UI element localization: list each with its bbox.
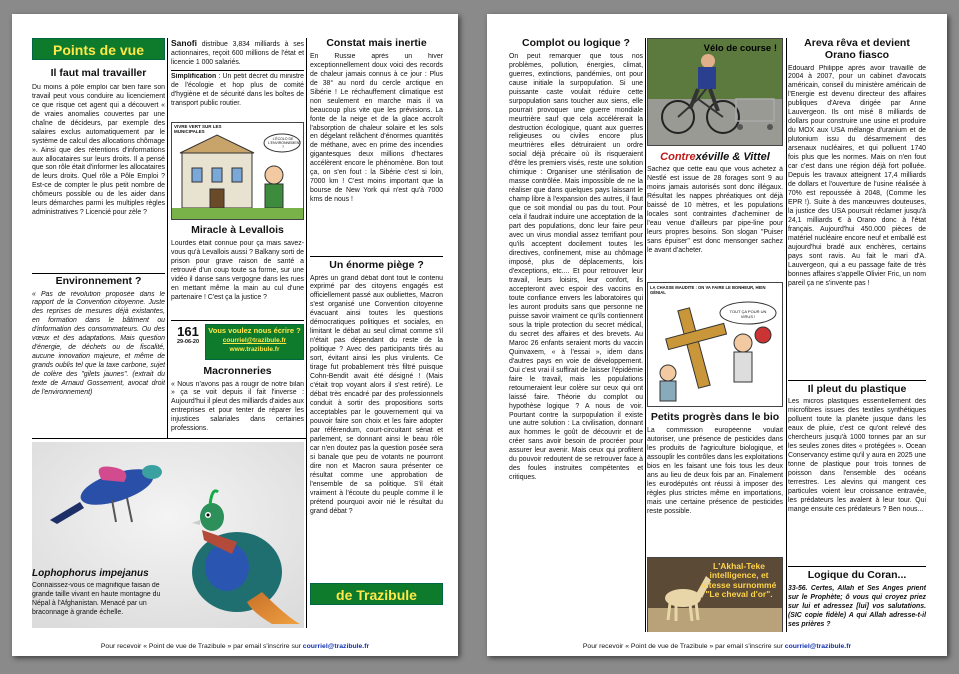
- footer-email-link[interactable]: courriel@trazibule.fr: [302, 643, 370, 650]
- article-title: Logique du Coran...: [807, 569, 907, 582]
- newsletter-page-2: [487, 14, 947, 656]
- article-text: Edouard Philippe après avoir travaillé de 2004 à 2007, pour un cabinet d'avocats américain, conseil du ministère américain de l'Energie est devenu directeur des affaires publiques d'Areva dirigée par Anne Lauvergeon. Ils ont misé 8 milliards de dollars pour construire une usine et produire du MOX aux USA mélange d'uranium et de plutonium issu du désarmement des arsenaux nucléaires, et qui polluent 1740 fois plus que les normes. Mais on n'en fout car c'est dans une région déjà fort polluée. Depuis les travaux atteignent 17,4 milliards de dollars et l'ouverture de l'usine réalisée à 70% est repoussée à 2048, (Comme les EPR !). Suite à des manœuvres douteuses, la justice des USA poursuit réclamer jusqu'à 24,1 milliards € à Orano donc à l'état français. Aujourd'hui 450.000 pièces de matériel nucléaire encore neuf et emballé est aujourd'hui bradé aux enchères, certains pays sont ravis. Au fait le mari d'A. Lauvergeon, qui a eu passage faite de très bonnes affaires s'appelle Olivier Fric, un nom pareil ça ne s'invente pas !: [788, 64, 926, 287]
- cartoon-bubble: L'ÉCOLO DE L'ENVIRONNEMENT ?: [268, 137, 302, 149]
- article-text: distribue 3,834 milliards à ses actionnaires, reçoit 600 millions de l'état et licencie 1 000 salariés.: [171, 41, 304, 66]
- cartoon-drawing: [648, 283, 782, 406]
- article-text: En Russie après un hiver exceptionnellement doux voici des records de chaleur jamais connus à ce jour : Plus de 38° au nord du cercle arctique en Sibérie ! Le réchauffement climatique est non seulement en marche mais il va beaucoup plus vite que les prévisions. La fonte de la neige et de la glace accroît l'absorption de chaleur solaire et les sols en dégelant relâchent d'énormes quantités de méthane, avec en prime des incendies gigantesques deux millions d'hectares accélèrent encore le phénomène. Bon tout ça, on s'en fout : la Sibérie c'est si loin, 7000 km ! C'est moins important que la bourse de New York qui n'est qu'à 7000 kms de nous !: [310, 52, 443, 204]
- article-title: Simplification: [171, 73, 217, 80]
- article-text: Les micros plastiques essentiellement des microfibres issues des textiles synthétiques polluent toute la planète jusque dans les eaux de pluie, c'est ce qu'ont relevé des chercheurs jusqu'à 1000 tonnes par an sur les seules zones dites « protégées ». Ocean Conservancy estime qu'il y aura en 2025 une tonne de plastique pour trois tonnes de poisson dans l'ensemble des océans terrestres. Les alevins qui mangent ces particules voient leur croissance entravée, les prédateurs les avalent à leur tour. Qui mange ensuite ces prédateurs ? Ben nous...: [788, 398, 926, 513]
- article-title: [647, 151, 783, 163]
- cartoon-municipales: [171, 122, 304, 220]
- column-right: [788, 38, 926, 632]
- horse-caption: L'Akhal-Teke intelligence, et vitesse surnommé "Le cheval d'or".: [701, 561, 777, 600]
- banner-top: Points de vue: [32, 38, 165, 60]
- horse-photo: [647, 557, 783, 632]
- bike-caption: Vélo de course !: [703, 43, 777, 54]
- article-sanofi: [171, 38, 304, 68]
- website-link[interactable]: www.trazibule.fr: [229, 345, 280, 353]
- article-title: Miracle à Levallois: [191, 224, 284, 236]
- article-text: Du moins à pôle emploi car bien faire son travail peut vous conduire au licenciement ce que risque cet agent qui a découvert « de vraies anomalies couvertes par une chaîne de décideurs, par exemple des salaires exclus automatiquement par le système de calcul des allocations chômage ». Ainsi que des rétentions d'informations aux allocataires sur leurs droits. Il a pensé que son rôle était d'informer les allocataires de leurs droits. Quel rôle a Pôle Emploi ? Est-ce de compter le plus petit nombre de chômeurs possible ou de les aider dans leurs démarches parmi les multiples règles administratives ? Licencié pour zèle ?: [32, 83, 165, 217]
- article-text: Sachez que cette eau que vous achetez à Nestlé est issue de 28 forages sont 9 au moins jamais autorisés sont donc illégaux. Résultat les nappes phréatiques ont déjà baissé de 10 mètres, et les populations locales sont contraintes d'acheminer de l'eau venue d'ailleurs par pipe-line pour leurs propres besoins. Son slogan "Puiser sans épuiser" est donc mensonger sachez le avant d'acheter.: [647, 166, 783, 255]
- bird-caption: [32, 568, 172, 618]
- contact-email-link[interactable]: courriel@trazibule.fr: [222, 336, 287, 344]
- bird-title: Lophophorus impejanus: [32, 568, 149, 579]
- footer-text: Pour recevoir « Point de vue de Trazibule » par email s'inscrire sur: [582, 643, 785, 650]
- cartoon-bubble: TOUT ÇA POUR UN VIRUS !: [729, 309, 767, 320]
- page-footer: [487, 643, 947, 650]
- article-title: Il faut mal travailler: [50, 67, 147, 79]
- footer-email-link[interactable]: courriel@trazibule.fr: [784, 643, 852, 650]
- newsletter-page-1: [12, 14, 458, 656]
- issue-box: [171, 324, 304, 360]
- cartoon-caption: LA CHASSE MAUDITE : ON VA FAIRE LE BONHEUR, HEIN GÉNIAL: [650, 285, 766, 296]
- column-left: [32, 38, 165, 408]
- article-title: Constat mais inertie: [326, 38, 427, 49]
- title-rest-part: xéville & Vittel: [695, 151, 770, 163]
- article-title: Il pleut du plastique: [807, 382, 907, 395]
- article-title: Sanofi: [171, 38, 197, 48]
- cartoon-virus: [647, 282, 783, 407]
- column-right: [310, 38, 443, 628]
- article-text: Lourdes était connue pour ça mais savez-vous qu'à Levallois aussi ? Balkany sorti de prison pour grave raison de santé a retrouvé d'un coup toute sa forme, sur une vidéo il danse sans vergogne dans les rues en mettant même la main au cul d'une partenaire ! C'est ça la justice ?: [171, 239, 304, 301]
- article-text: « Nous n'avons pas à rougir de notre bilan » ça se voit depuis il fait l'inverse : Aujourd'hui il pleut des milliards d'aides aux entreprises et pour tenter de réparer les injustices salariales dans certaines professions.: [171, 380, 304, 433]
- article-text: La commission européenne voulait autoriser, une présence de pesticides dans les produits de l'agriculture biologique, et assouplir les contrôles dans les exploitations bios en les faisant une fois tous les deux ans au lieu de deux fois par an. Finalement les eurodéputés ont réussi à imposer des règles plus strictes même en importations, mais une certaine présence de pesticides reste possible.: [647, 427, 783, 515]
- article-text: 33-56. Certes, Allah et Ses Anges prient sur le Prophète; ô vous qui croyez priez sur lui et adressez [lui] vos salutations. (SIC copie fidèle) A qui Allah adresse-t-il ses prières ?: [788, 585, 926, 628]
- article-title: Petits progrès dans le bio: [650, 411, 780, 424]
- column-left: [509, 38, 643, 632]
- title-red-part: Contre: [660, 151, 696, 163]
- banner-bottom: de Trazibule: [310, 583, 443, 605]
- footer-text: Pour recevoir « Point de vue de Trazibule » par email s'inscrire sur: [100, 643, 303, 650]
- page-footer: [12, 643, 458, 650]
- article-title: Environnement ?: [55, 274, 142, 287]
- article-title: Areva rêva et devient Orano fiasco: [804, 38, 910, 61]
- article-title: Complot ou logique ?: [522, 38, 630, 49]
- issue-date: 29-06-20: [176, 338, 200, 345]
- article-text: Après un grand débat dont tout le contenu exprimé par des citoyens engagés est officiellement passé aux oubliettes, Macron s'est organisé une Convention citoyenne évacuant ainsi toutes les questions démocratiques politiques et sociales, en limitant le débat au seul climat comme s'il n'était pas dépendant du reste de la politique ? Avec des participants tirés au sort, évitant ainsi les plus virulents. Ce tirage fut probablement très filtré puisque Cohn-Bendit avait été désigné ! (Mais c'était trop voyant alors il s'est retiré). Le débat très encadré par des professionnels conduit à sortir des propositions sorts acceptables par le gouvernement qui va pouvoir faire son choix et les faire adopter par référendum, court-circuitant sénat et parlement, se donnant ainsi le beau rôle car n'en doutez pas la question posée sera si banale que peu de votants ne pourront dire non et Macron saura présenter ce résultat comme une approbation de l'ensemble de sa politique. S'il était vraiment à l'écoute du peuple comme il le prétend pourquoi avoir nié le résultat du grand débat ?: [310, 274, 443, 515]
- article-text: On peut remarquer que tous nos problèmes, pollution, énergies, climat, guerres, extinctions, pandémies, ont pour cause initiale la surpopulation. Si une puissante caste voulait réduire cette surpopulation sans toucher aux siens, elle pourrait provoquer une guerre mondiale meurtrière sauf que cela accélérerait la destruction écologique, quant aux guerres religieuses ou civiles encore plus meurtrières elles détruiraient un ordre social déjà précaire où ils risqueraient d'être les premiers visés, reste une solution chimique : Organiser une stérilisation de masse contrôlée. Mais impossible de ne la réaliser que dans quelques pays laissant le champ libre à l'expansion des autres, il faut que ce soit mondial ou pas du tout. Pour cela il faudrait induire une acceptation de la part des populations, donc leur faire peur avec un virus mondial assez terrifiant pour qu'ils acceptent docilement toutes les directives, confinement, mise au chômage imposé, plus de déplacements, lois d'exceptions, etc.... Et pour retrouver leur travail, leurs loisirs, leur confort, ils accepteront avec espoir des vaccins en toute confiance envers les laboratoires qui les auront produits sans que personne ne puisse savoir vraiment ce qu'ils contiennent sous la triple protection du secret médical, du secret des affaires et des brevets. Au Maroc 26 enfants seraient morts du vaccin Quinvaxem, « à l'essai », idem dans d'autres pays en voie de développement. Oui c'est vrai il suffirait de laisser l'épidémie faire le travail, mais les populations retourneraient leur colère sur ceux qui ont laissé faire. Théorie du complot ou hypothèse logique ? A nous de voir. Pourtant contre la surpopulation il existe une autre solution : La civilisation, donnant aux hommes le goût de découvrir et de créer sans avoir besoin de procréer pour assurer leur avenir. Mais ceux qui profitent du pouvoir redoutent de se retrouver face à des foules instruites compétentes et critiques.: [509, 52, 643, 482]
- column-middle: [647, 38, 783, 632]
- article-title: Un énorme piège ?: [329, 258, 424, 271]
- bike-drawing: [648, 39, 782, 145]
- bike-photo: [647, 38, 783, 146]
- article-title: Macronneries: [203, 364, 272, 377]
- bird-text: Connaissez-vous ce magnifique faisan de grande taille vivant en haute montagne du Népal à l'Afghanistan. Menacé par un braconnage à grande échelle.: [32, 582, 161, 616]
- cartoon-caption: VIVRE VERT SUR LES MUNICIPALES: [174, 124, 222, 134]
- article-text: « Pas de révolution proposée dans le rapport de la Convention citoyenne. Juste des reprises de mesures déjà existantes, en formation dans le bâtiment ou d'information des consommateurs. Ou des vœux et des adaptations. Mais question d'énergie, de déchets ou de fiscalité, aucune innovation majeure, et même de grands oublis tel que la taxe carbone, sujet de colère des "gilets jaunes". (extrait du texte de Arnaud Gossement, avocat droit de l'environnement): [32, 290, 165, 397]
- write-us-title: Vous voulez nous écrire ?: [208, 325, 301, 335]
- article-text: : Un petit décret du ministre de l'écologie et hop plus de comité d'hygiène et de sécurité dans les boîtes de transport public routier.: [171, 73, 304, 107]
- issue-number: 161: [177, 323, 199, 339]
- column-middle: [171, 38, 304, 438]
- bird-section: [32, 442, 304, 628]
